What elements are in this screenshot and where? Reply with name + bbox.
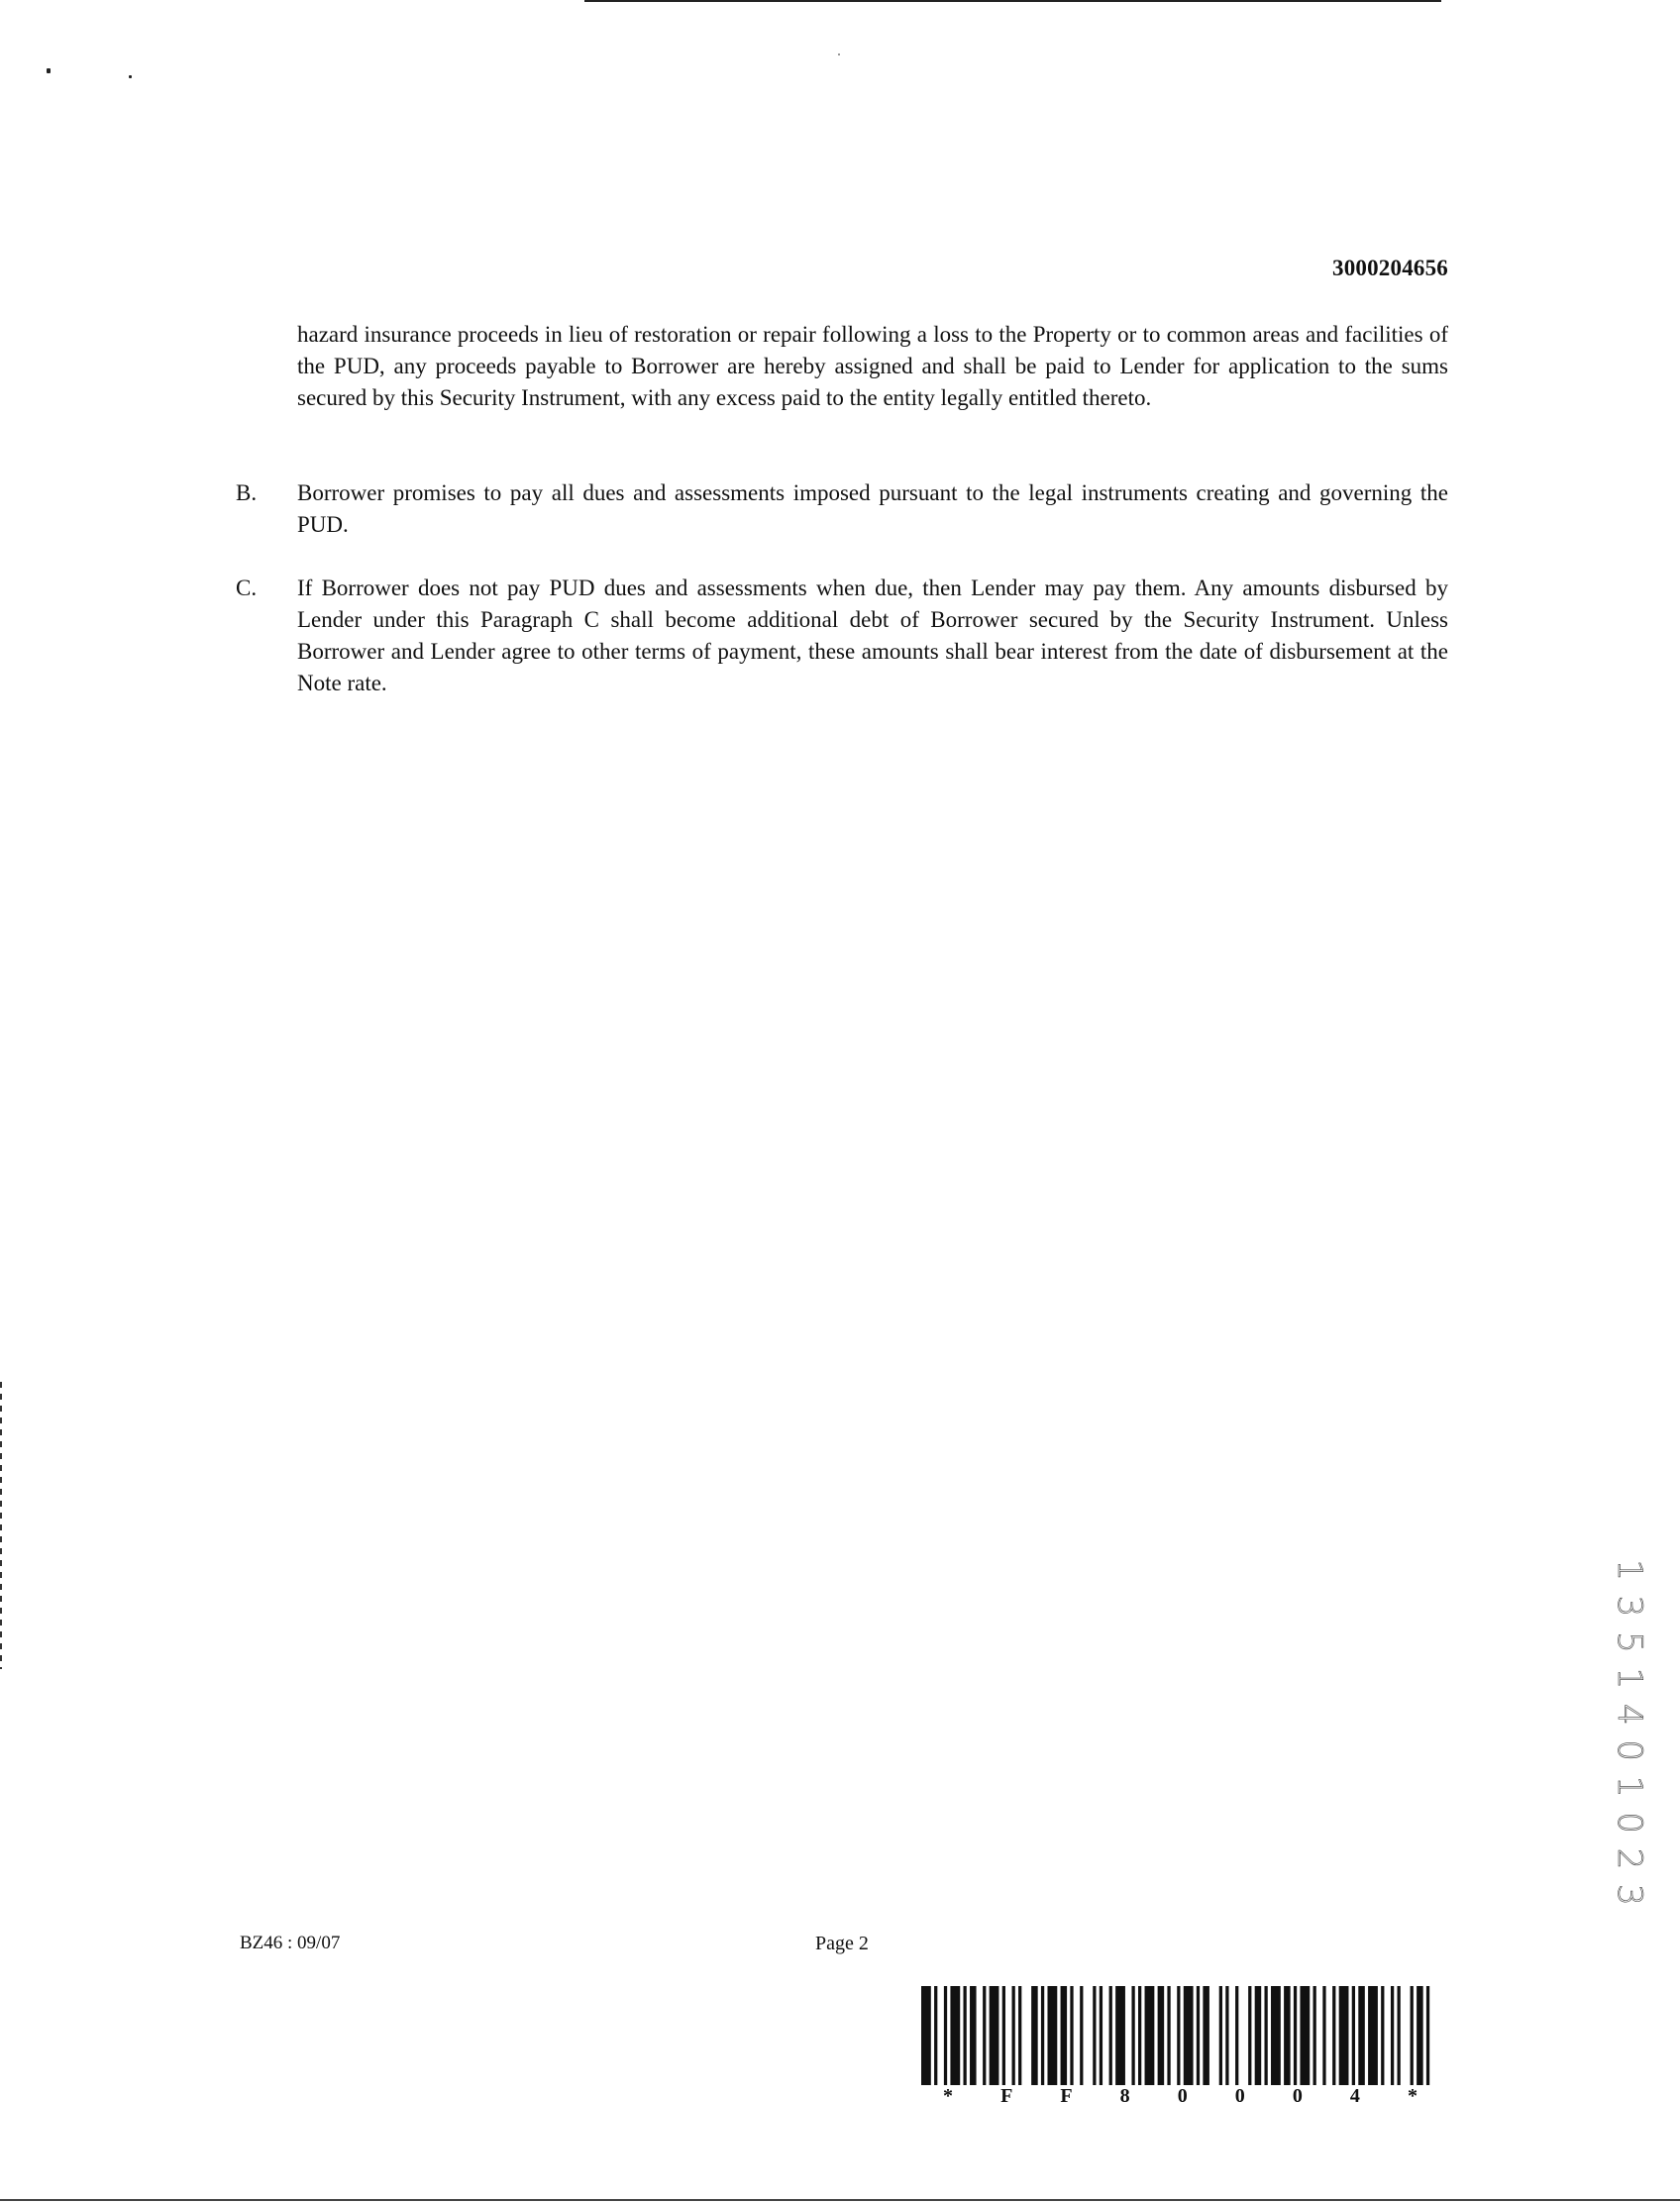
- scan-speck: [129, 75, 132, 78]
- barcode-char: 4: [1349, 2085, 1360, 2107]
- side-stamp-text: 1 3 5 1 4 0 1 0 2 3: [1610, 1559, 1649, 1908]
- barcode-char: 0: [1234, 2085, 1245, 2107]
- barcode-char: *: [943, 2085, 953, 2107]
- barcode-bar: [1426, 1986, 1429, 2085]
- barcode-bar: [1109, 1986, 1112, 2085]
- barcode-bar: [1080, 1986, 1083, 2085]
- barcode-bar: [1012, 1986, 1015, 2085]
- barcode: [921, 1986, 1439, 2107]
- barcode-bar: [1332, 1986, 1335, 2085]
- barcode-bar: [1138, 1986, 1141, 2085]
- document-number: 3000204656: [1332, 256, 1448, 280]
- barcode-bar: [1041, 1986, 1044, 2085]
- barcode-bar: [1158, 1986, 1165, 2085]
- barcode-char: 0: [1292, 2085, 1303, 2107]
- item-label-b: B.: [236, 480, 258, 505]
- scan-bottom-edge-line: [0, 2199, 1680, 2201]
- barcode-char: *: [1407, 2085, 1418, 2107]
- barcode-bar: [1197, 1986, 1200, 2085]
- barcode-char: F: [1000, 2085, 1013, 2107]
- barcode-bar: [1100, 1986, 1102, 2085]
- item-c: [297, 573, 1448, 699]
- barcode-bar: [1313, 1986, 1316, 2085]
- barcode-bar: [1031, 1986, 1038, 2085]
- barcode-bar: [1300, 1986, 1310, 2085]
- barcode-bar: [1018, 1986, 1021, 2085]
- barcode-bar: [1358, 1986, 1365, 2085]
- barcode-bar: [1047, 1986, 1057, 2085]
- scan-speck: [47, 68, 51, 73]
- barcode-bar: [1167, 1986, 1170, 2085]
- barcode-bar: [1219, 1986, 1222, 2085]
- barcode-bar: [1417, 1986, 1423, 2085]
- barcode-bar: [1248, 1986, 1251, 2085]
- barcode-bar: [1352, 1986, 1355, 2085]
- barcode-bar: [983, 1986, 986, 2085]
- barcode-bar: [934, 1986, 937, 2085]
- barcode-caption: [921, 2085, 1439, 2108]
- item-c-text: If Borrower does not pay PUD dues and assessments when due, then Lender may pay them. Any amounts disbursed by Lender under this Paragraph C shall become additional debt of Borrower secured by the Security Instrument. Unless Borrower and Lender agree to other terms of payment, these amounts shall bear interest from the date of disbursement at the Note rate.: [297, 576, 1448, 695]
- barcode-bar: [1411, 1986, 1414, 2085]
- barcode-bar: [963, 1986, 966, 2085]
- barcode-bar: [1235, 1986, 1238, 2085]
- barcode-char: 8: [1119, 2085, 1130, 2107]
- barcode-bars: [921, 1986, 1439, 2085]
- paragraph-text: hazard insurance proceeds in lieu of restoration or repair following a loss to the Property or to common areas and facilities of the PUD, any proceeds payable to Borrower are hereby assigned and shall be paid to Lender for application to the sums secured by this Security Instrument, with any excess paid to the entity legally entitled thereto.: [297, 322, 1448, 410]
- barcode-bar: [970, 1986, 977, 2085]
- barcode-bar: [944, 1986, 947, 2085]
- barcode-bar: [1271, 1986, 1281, 2085]
- barcode-bar: [1294, 1986, 1297, 2085]
- barcode-bar: [1115, 1986, 1125, 2085]
- barcode-bar: [1070, 1986, 1073, 2085]
- barcode-bar: [1381, 1986, 1384, 2085]
- item-label-c: C.: [236, 576, 258, 600]
- barcode-bar: [1398, 1986, 1401, 2085]
- barcode-bar: [1284, 1986, 1291, 2085]
- barcode-bar: [1131, 1986, 1134, 2085]
- barcode-bar: [990, 1986, 999, 2085]
- scan-speck: [838, 53, 840, 55]
- paragraph-a-continuation: [297, 319, 1448, 414]
- barcode-char: F: [1060, 2085, 1073, 2107]
- barcode-bar: [950, 1986, 960, 2085]
- side-stamp-number: [1601, 1559, 1658, 1908]
- form-code: BZ46 : 09/07: [240, 1933, 341, 1953]
- scan-left-edge-marks: [0, 1382, 2, 1669]
- barcode-bar: [1255, 1986, 1262, 2085]
- item-b: [297, 477, 1448, 541]
- scan-top-edge-line: [584, 0, 1441, 2]
- barcode-bar: [921, 1986, 931, 2085]
- barcode-bar: [1368, 1986, 1378, 2085]
- barcode-bar: [1061, 1986, 1068, 2085]
- barcode-bar: [1184, 1986, 1194, 2085]
- item-b-text: Borrower promises to pay all dues and assessments imposed pursuant to the legal instruments creating and governing the PUD.: [297, 480, 1448, 537]
- barcode-bar: [1322, 1986, 1325, 2085]
- barcode-bar: [1177, 1986, 1180, 2085]
- barcode-bar: [1339, 1986, 1349, 2085]
- barcode-bar: [1391, 1986, 1394, 2085]
- barcode-bar: [1225, 1986, 1228, 2085]
- page-number: Page 2: [815, 1933, 869, 1954]
- barcode-bar: [1093, 1986, 1096, 2085]
- barcode-char: 0: [1177, 2085, 1188, 2107]
- barcode-bar: [1145, 1986, 1155, 2085]
- barcode-bar: [1203, 1986, 1209, 2085]
- barcode-bar: [1002, 1986, 1005, 2085]
- barcode-bar: [1264, 1986, 1267, 2085]
